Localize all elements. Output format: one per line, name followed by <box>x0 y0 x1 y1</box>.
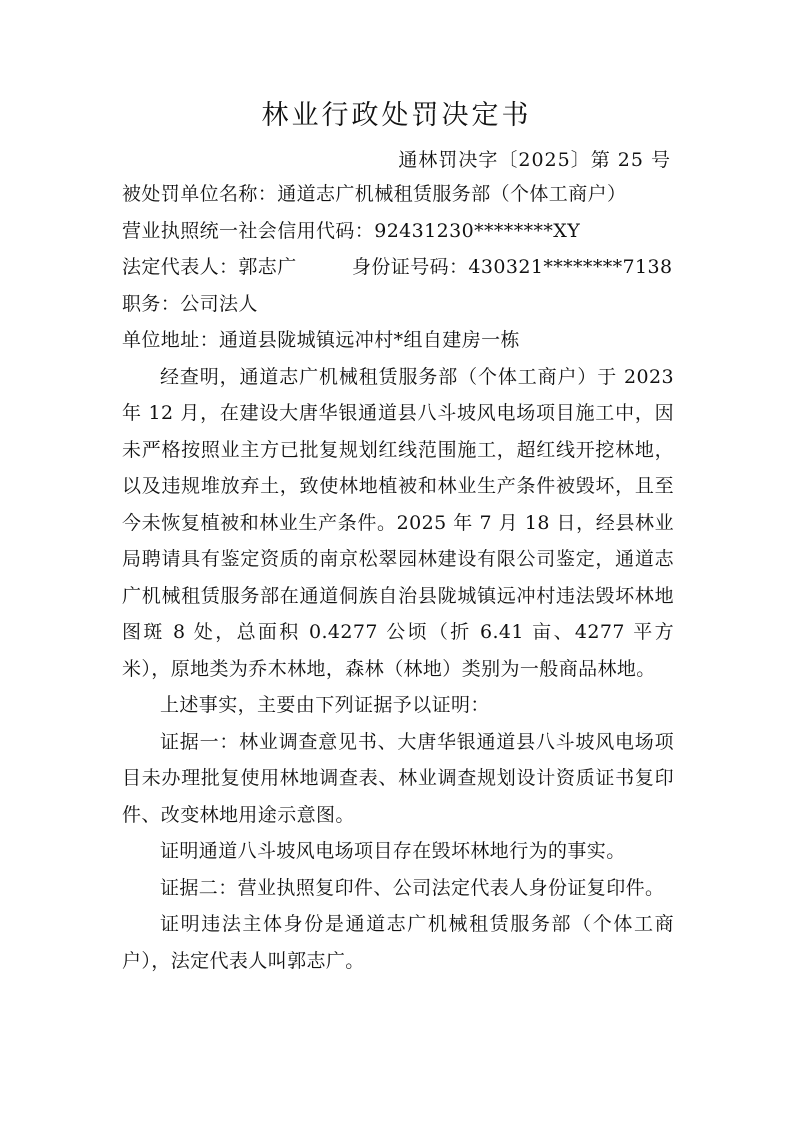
evidence-one: 证据一：林业调查意见书、大唐华银通道县八斗坡风电场项目未办理批复使用林地调查表、林业调查规划设计资质证书复印件、改变林地用途示意图。 <box>122 730 674 826</box>
evidence-two-proof: 证明违法主体身份是通道志广机械租赁服务部（个体工商户），法定代表人叫郭志广。 <box>122 913 674 972</box>
evidence-two: 证据二：营业执照复印件、公司法定代表人身份证复印件。 <box>160 876 665 899</box>
legal-rep-row <box>122 249 674 286</box>
legal-rep: 法定代表人：郭志广 <box>122 256 297 278</box>
credit-code-line: 营业执照统一社会信用代码：92431230********XY <box>122 219 581 242</box>
document-number: 通林罚决字〔2025〕第 25 号 <box>398 149 671 171</box>
document-title: 林业行政处罚决定书 <box>261 100 532 131</box>
id-number: 身份证号码：430321********7138 <box>352 256 673 278</box>
document-body <box>122 176 674 979</box>
findings-paragraph: 经查明，通道志广机械租赁服务部（个体工商户）于 2023 年 12 月，在建设大唐华银通道县八斗坡风电场项目施工中，因未严格按照业主方已批复规划红线范围施工，超红线开挖林地，以及违规堆放弃土，致使林地植被和林业生产条件被毁坏，且至今未恢复植被和林业生产条件。2025 年 7 月 18 日，经县林业局聘请具有鉴定资质的南京松翠园林建设有限公司鉴定，通道志广机械租赁服务部在通道侗族自治县陇城镇远冲村违法毁坏林地图斑 8 处，总面积 0.4277 公顷（折 6.41 亩、4277 平方米），原地类为乔木林地，森林（林地）类别为一般商品林地。 <box>122 365 674 680</box>
address-line: 单位地址：通道县陇城镇远冲村*组自建房一栋 <box>122 329 520 351</box>
evidence-one-proof: 证明通道八斗坡风电场项目存在毁坏林地行为的事实。 <box>160 840 626 862</box>
entity-name-line: 被处罚单位名称：通道志广机械租赁服务部（个体工商户） <box>122 183 627 205</box>
evidence-intro: 上述事实，主要由下列证据予以证明： <box>160 694 490 716</box>
position-line: 职务：公司法人 <box>122 292 258 315</box>
